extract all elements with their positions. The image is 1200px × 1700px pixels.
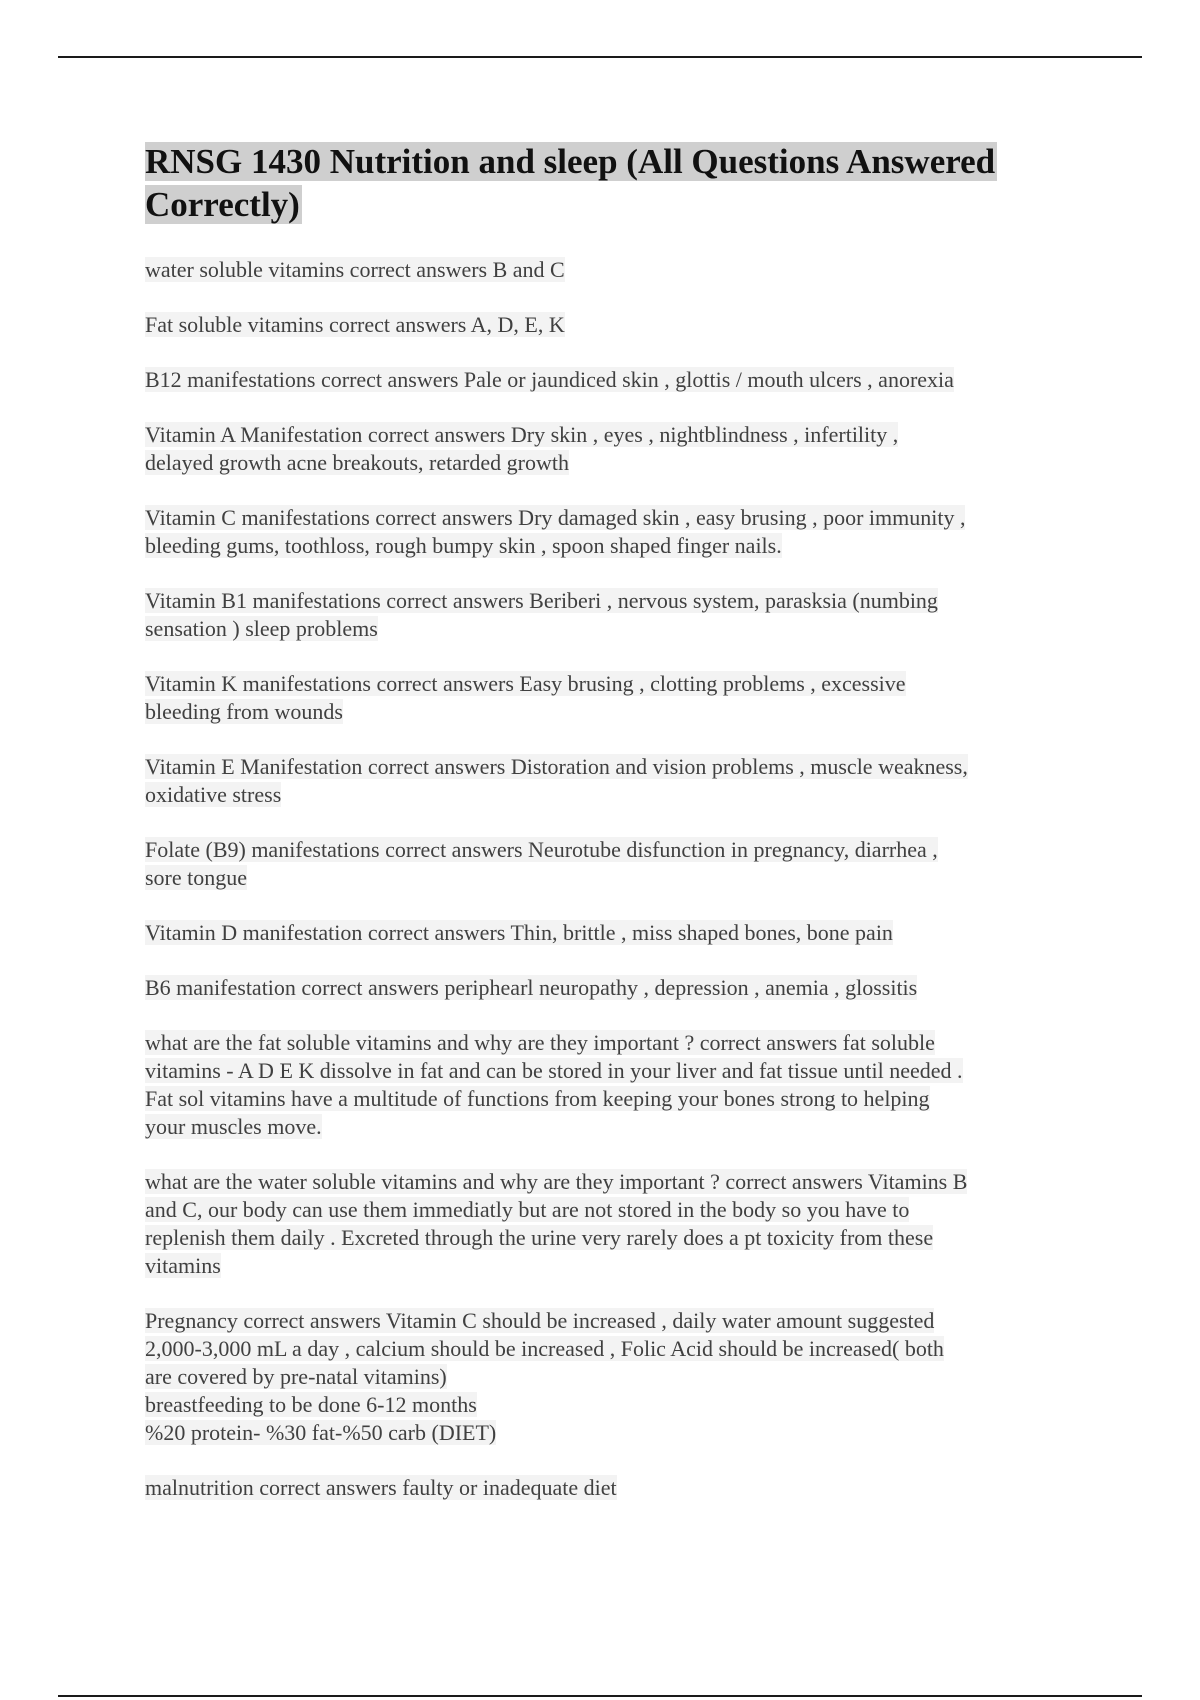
top-divider xyxy=(58,56,1142,58)
qa-entry xyxy=(145,753,1065,809)
qa-entry xyxy=(145,366,1065,394)
qa-entry-line-text: water soluble vitamins correct answers B and C xyxy=(145,257,565,282)
qa-entry-line xyxy=(145,1419,1065,1447)
qa-entry xyxy=(145,1307,1065,1447)
qa-entry xyxy=(145,256,1065,284)
qa-entry-line-text: malnutrition correct answers faulty or inadequate diet xyxy=(145,1475,617,1500)
qa-entry-line xyxy=(145,504,1065,532)
qa-entry-line xyxy=(145,256,1065,284)
qa-entry-line xyxy=(145,1113,1065,1141)
qa-entry-line-text: Vitamin E Manifestation correct answers Distoration and vision problems , muscle weakness, xyxy=(145,754,968,779)
qa-entry-line xyxy=(145,1335,1065,1363)
qa-entry-line-text: Vitamin C manifestations correct answers Dry damaged skin , easy brusing , poor immunity , xyxy=(145,505,966,530)
qa-entry xyxy=(145,504,1065,560)
qa-entry xyxy=(145,1474,1065,1502)
qa-entry-line-text: bleeding gums, toothloss, rough bumpy skin , spoon shaped finger nails. xyxy=(145,533,782,558)
qa-entry-line xyxy=(145,781,1065,809)
qa-entry-line xyxy=(145,836,1065,864)
qa-entry-list xyxy=(145,256,1065,1502)
qa-entry-line-text: delayed growth acne breakouts, retarded growth xyxy=(145,450,569,475)
qa-entry-line-text: B12 manifestations correct answers Pale or jaundiced skin , glottis / mouth ulcers , anorexia xyxy=(145,367,954,392)
qa-entry-line-text: B6 manifestation correct answers periphearl neuropathy , depression , anemia , glossitis xyxy=(145,975,918,1000)
qa-entry xyxy=(145,587,1065,643)
qa-entry-line xyxy=(145,1057,1065,1085)
qa-entry-line-text: Vitamin D manifestation correct answers Thin, brittle , miss shaped bones, bone pain xyxy=(145,920,893,945)
qa-entry-line xyxy=(145,615,1065,643)
qa-entry-line xyxy=(145,421,1065,449)
qa-entry-line xyxy=(145,532,1065,560)
qa-entry-line xyxy=(145,1224,1065,1252)
qa-entry xyxy=(145,1029,1065,1141)
qa-entry xyxy=(145,670,1065,726)
qa-entry-line-text: Fat sol vitamins have a multitude of functions from keeping your bones strong to helping xyxy=(145,1086,930,1111)
qa-entry-line xyxy=(145,1474,1065,1502)
qa-entry-line xyxy=(145,974,1065,1002)
qa-entry xyxy=(145,1168,1065,1280)
qa-entry-line-text: sore tongue xyxy=(145,865,248,890)
qa-entry-line-text: sensation ) sleep problems xyxy=(145,616,378,641)
qa-entry xyxy=(145,919,1065,947)
qa-entry-line xyxy=(145,311,1065,339)
qa-entry-line xyxy=(145,1085,1065,1113)
qa-entry-line-text: 2,000-3,000 mL a day , calcium should be increased , Folic Acid should be increased( both xyxy=(145,1336,944,1361)
qa-entry xyxy=(145,836,1065,892)
bottom-divider xyxy=(58,1695,1142,1697)
qa-entry-line-text: oxidative stress xyxy=(145,782,282,807)
qa-entry-line-text: bleeding from wounds xyxy=(145,699,343,724)
qa-entry-line xyxy=(145,1196,1065,1224)
qa-entry xyxy=(145,421,1065,477)
qa-entry-line xyxy=(145,449,1065,477)
qa-entry-line-text: vitamins - A D E K dissolve in fat and can be stored in your liver and fat tissue until needed . xyxy=(145,1058,963,1083)
document-title xyxy=(145,140,1065,226)
qa-entry-line-text: breastfeeding to be done 6-12 months xyxy=(145,1392,477,1417)
qa-entry-line-text: Folate (B9) manifestations correct answers Neurotube disfunction in pregnancy, diarrhea , xyxy=(145,837,938,862)
qa-entry-line-text: what are the fat soluble vitamins and why are they important ? correct answers fat soluble xyxy=(145,1030,935,1055)
qa-entry-line xyxy=(145,1252,1065,1280)
qa-entry-line-text: Vitamin A Manifestation correct answers Dry skin , eyes , nightblindness , infertility , xyxy=(145,422,899,447)
qa-entry-line-text: and C, our body can use them immediatly but are not stored in the body so you have to xyxy=(145,1197,910,1222)
qa-entry-line-text: Vitamin B1 manifestations correct answers Beriberi , nervous system, parasksia (numbing xyxy=(145,588,938,613)
qa-entry-line-text: replenish them daily . Excreted through the urine very rarely does a pt toxicity from these xyxy=(145,1225,934,1250)
qa-entry xyxy=(145,974,1065,1002)
qa-entry-line xyxy=(145,753,1065,781)
qa-entry-line xyxy=(145,919,1065,947)
qa-entry-line xyxy=(145,1391,1065,1419)
qa-entry-line-text: Pregnancy correct answers Vitamin C should be increased , daily water amount suggested xyxy=(145,1308,935,1333)
qa-entry-line xyxy=(145,698,1065,726)
qa-entry-line-text: your muscles move. xyxy=(145,1114,322,1139)
qa-entry-line xyxy=(145,1307,1065,1335)
qa-entry-line xyxy=(145,366,1065,394)
qa-entry-line xyxy=(145,587,1065,615)
qa-entry-line-text: Fat soluble vitamins correct answers A, D, E, K xyxy=(145,312,565,337)
qa-entry-line-text: what are the water soluble vitamins and why are they important ? correct answers Vitamins B xyxy=(145,1169,968,1194)
document-body xyxy=(145,140,1065,1529)
qa-entry-line xyxy=(145,670,1065,698)
qa-entry-line xyxy=(145,864,1065,892)
qa-entry-line xyxy=(145,1168,1065,1196)
qa-entry-line-text: %20 protein- %30 fat-%50 carb (DIET) xyxy=(145,1420,497,1445)
qa-entry-line-text: vitamins xyxy=(145,1253,221,1278)
qa-entry-line xyxy=(145,1363,1065,1391)
document-title-text: RNSG 1430 Nutrition and sleep (All Questions Answered Correctly) xyxy=(145,142,996,224)
qa-entry-line-text: Vitamin K manifestations correct answers Easy brusing , clotting problems , excessive xyxy=(145,671,906,696)
qa-entry-line xyxy=(145,1029,1065,1057)
qa-entry xyxy=(145,311,1065,339)
qa-entry-line-text: are covered by pre-natal vitamins) xyxy=(145,1364,447,1389)
